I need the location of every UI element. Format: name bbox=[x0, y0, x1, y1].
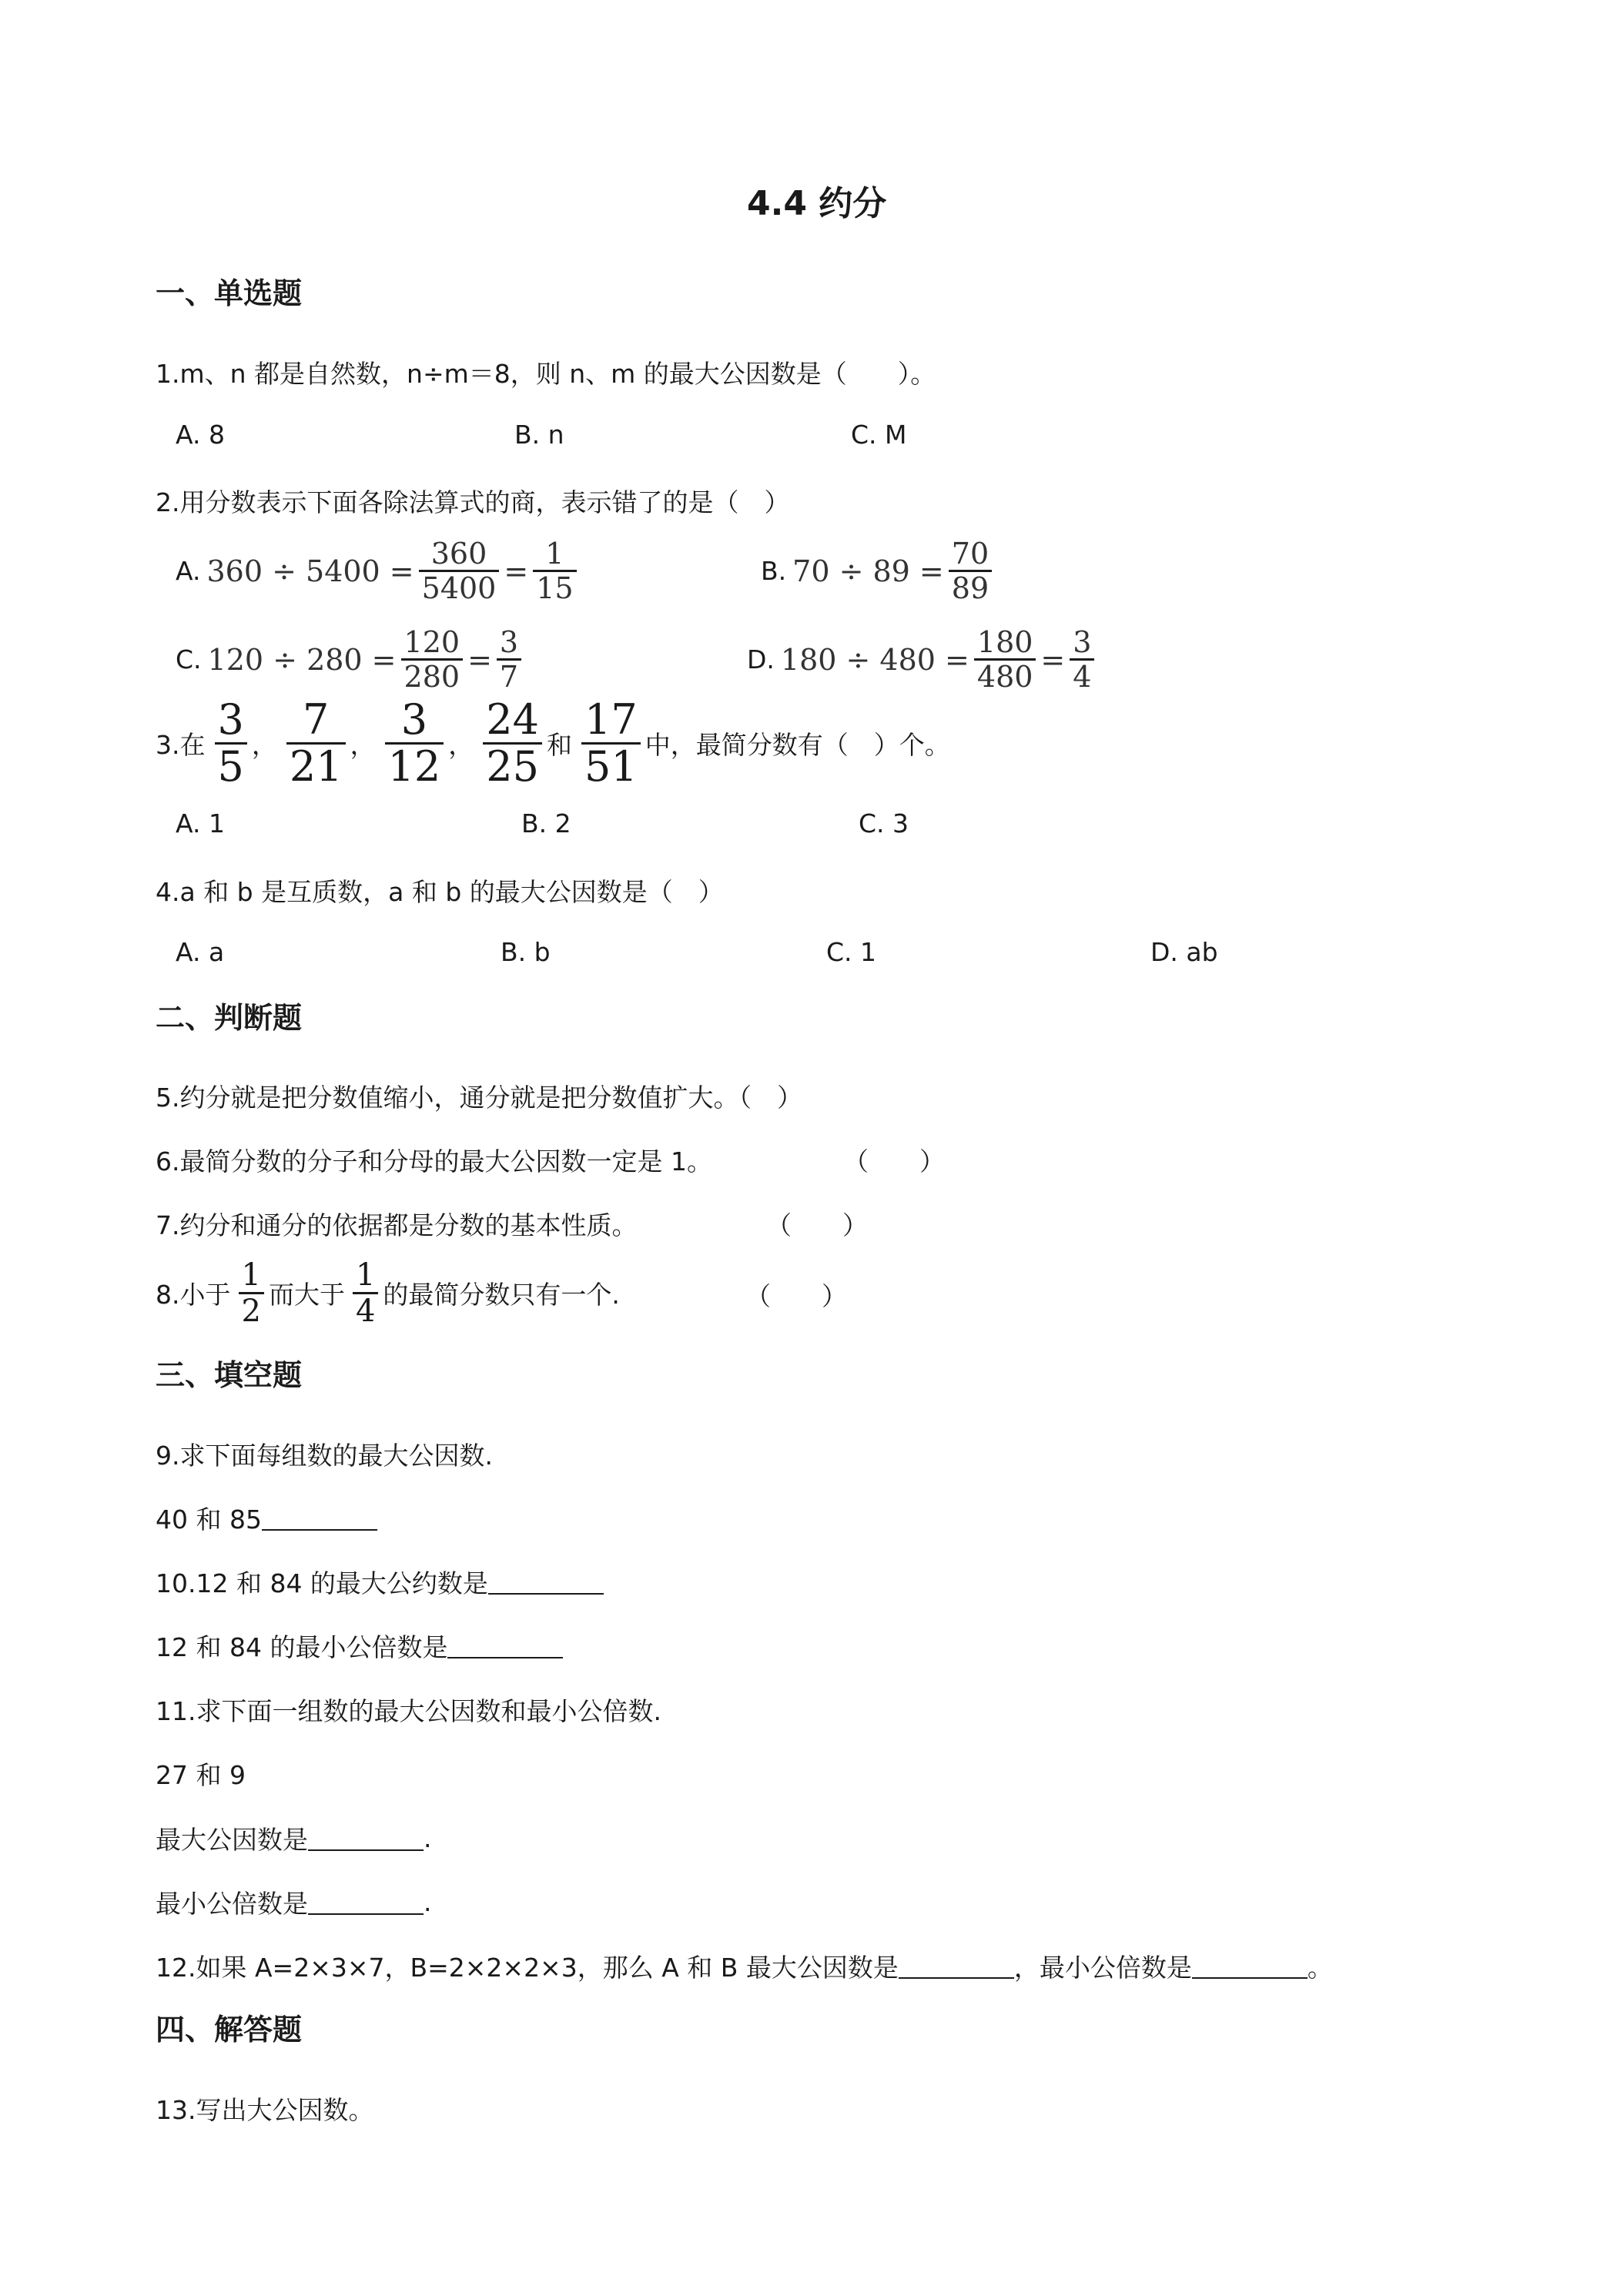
q2-option-a-fraction-1: $\frac{360}{5400}$ bbox=[419, 539, 500, 603]
q10-gcd-blank[interactable] bbox=[488, 1570, 604, 1595]
q2-option-a-label: A. bbox=[176, 556, 201, 586]
question-8-answer-paren[interactable]: （ ） bbox=[745, 1281, 847, 1311]
question-6: 6.最简分数的分子和分母的最大公因数一定是 1。 bbox=[156, 1146, 712, 1176]
section-heading-fill-in: 三、填空题 bbox=[156, 1358, 303, 1392]
q4-option-b[interactable]: B. b bbox=[501, 937, 551, 967]
q9-line: 40 和 85 bbox=[156, 1500, 377, 1536]
q2-option-a[interactable]: A. 360 ÷ 5400 = $\frac{360}{5400}$ = $\frac{1}{15}$ bbox=[176, 539, 581, 603]
q3-fraction-4: $\frac{24}{25}$ bbox=[483, 699, 542, 788]
q3-option-a[interactable]: A. 1 bbox=[176, 808, 225, 838]
q2-option-d-expr: 180 ÷ 480 = bbox=[780, 642, 969, 677]
page-title: 4.4 约分 bbox=[747, 184, 887, 223]
q11-lcm-line: 最小公倍数是 . bbox=[156, 1887, 432, 1919]
q2-option-d-fraction-1: $\frac{180}{480}$ bbox=[974, 628, 1036, 691]
q3-fraction-1: $\frac{3}{5}$ bbox=[215, 699, 247, 788]
q2-option-c[interactable]: C. 120 ÷ 280 = $\frac{120}{280}$ = $\frac{3}{7}$ bbox=[176, 628, 526, 691]
question-10-line-1: 10.12 和 84 的最大公约数是 bbox=[156, 1564, 604, 1600]
q3-fraction-3: $\frac{3}{12}$ bbox=[385, 699, 444, 788]
question-13: 13.写出大公因数。 bbox=[156, 2095, 374, 2125]
section-heading-single-choice: 一、单选题 bbox=[156, 276, 303, 310]
question-1: 1.m、n 都是自然数，n÷m＝8，则 n、m 的最大公因数是（ ）。 bbox=[156, 359, 936, 389]
q11-numbers: 27 和 9 bbox=[156, 1760, 246, 1790]
q3-option-b[interactable]: B. 2 bbox=[521, 808, 571, 838]
q12-lcm-blank[interactable] bbox=[1192, 1954, 1308, 1979]
question-7: 7.约分和通分的依据都是分数的基本性质。 bbox=[156, 1210, 638, 1240]
q2-option-b-fraction-1: $\frac{70}{89}$ bbox=[949, 539, 992, 603]
question-9: 9.求下面每组数的最大公因数. bbox=[156, 1441, 493, 1471]
q2-option-c-label: C. bbox=[176, 644, 202, 674]
q12-gcd-blank[interactable] bbox=[899, 1954, 1014, 1979]
q2-option-b-expr: 70 ÷ 89 = bbox=[792, 554, 944, 588]
q3-fraction-2: $\frac{7}{21}$ bbox=[286, 699, 346, 788]
question-4: 4.a 和 b 是互质数，a 和 b 的最大公因数是（ ） bbox=[156, 877, 724, 907]
q4-option-a[interactable]: A. a bbox=[176, 937, 225, 967]
q2-option-a-expr: 360 ÷ 5400 = bbox=[206, 554, 414, 588]
section-heading-true-false: 二、判断题 bbox=[156, 1001, 303, 1035]
q11-gcd-line: 最大公因数是 . bbox=[156, 1823, 432, 1855]
q1-option-a[interactable]: A. 8 bbox=[176, 420, 225, 450]
question-11: 11.求下面一组数的最大公因数和最小公倍数. bbox=[156, 1696, 661, 1726]
q2-option-c-fraction-1: $\frac{120}{280}$ bbox=[401, 628, 464, 691]
question-8: 8.小于 $\frac{1}{2}$ 而大于 $\frac{1}{4}$ 的最简分数只有一个. bbox=[156, 1257, 620, 1329]
q2-option-d-fraction-2: $\frac{3}{4}$ bbox=[1070, 628, 1094, 691]
q2-option-c-fraction-2: $\frac{3}{7}$ bbox=[497, 628, 521, 691]
question-2: 2.用分数表示下面各除法算式的商，表示错了的是（ ） bbox=[156, 487, 790, 517]
q2-option-d[interactable]: D. 180 ÷ 480 = $\frac{180}{480}$ = $\frac{3}{4}$ bbox=[747, 628, 1099, 691]
q3-fraction-5: $\frac{17}{51}$ bbox=[581, 699, 641, 788]
q11-lcm-blank[interactable] bbox=[308, 1890, 424, 1915]
q8-fraction-1: $\frac{1}{2}$ bbox=[239, 1260, 264, 1327]
q2-option-d-label: D. bbox=[747, 644, 775, 674]
q9-answer-blank[interactable] bbox=[262, 1506, 377, 1531]
q11-gcd-blank[interactable] bbox=[308, 1826, 424, 1851]
q10-lcm-blank[interactable] bbox=[447, 1634, 563, 1658]
question-3: 3.在 $\frac{3}{5}$ ， $\frac{7}{21}$ ， $\frac{3}{12}$ ， $\frac{24}{25}$ 和 $\frac{17}{51}$ 中，最简分数有（ ）个。 bbox=[156, 695, 950, 791]
question-6-answer-paren[interactable]: （ ） bbox=[843, 1146, 945, 1176]
question-10-line-2: 12 和 84 的最小公倍数是 bbox=[156, 1628, 563, 1664]
question-5: 5.约分就是把分数值缩小，通分就是把分数值扩大。（ ） bbox=[156, 1083, 802, 1113]
q2-option-a-fraction-2: $\frac{1}{15}$ bbox=[533, 539, 576, 603]
q1-option-c[interactable]: C. M bbox=[851, 420, 907, 450]
q2-option-b-label: B. bbox=[761, 556, 787, 586]
q8-fraction-2: $\frac{1}{4}$ bbox=[353, 1260, 378, 1327]
q4-option-c[interactable]: C. 1 bbox=[826, 937, 877, 967]
section-heading-answer: 四、解答题 bbox=[156, 2013, 303, 2047]
q2-option-b[interactable] bbox=[761, 539, 996, 603]
q1-option-b[interactable]: B. n bbox=[514, 420, 564, 450]
q3-option-c[interactable]: C. 3 bbox=[859, 808, 909, 838]
question-7-answer-paren[interactable]: （ ） bbox=[766, 1210, 868, 1240]
question-12: 12.如果 A=2×3×7，B=2×2×2×3，那么 A 和 B 最大公因数是 ，最小公倍数是 。 bbox=[156, 1953, 1333, 1983]
q2-option-c-expr: 120 ÷ 280 = bbox=[207, 642, 397, 677]
q4-option-d[interactable]: D. ab bbox=[1150, 937, 1218, 967]
